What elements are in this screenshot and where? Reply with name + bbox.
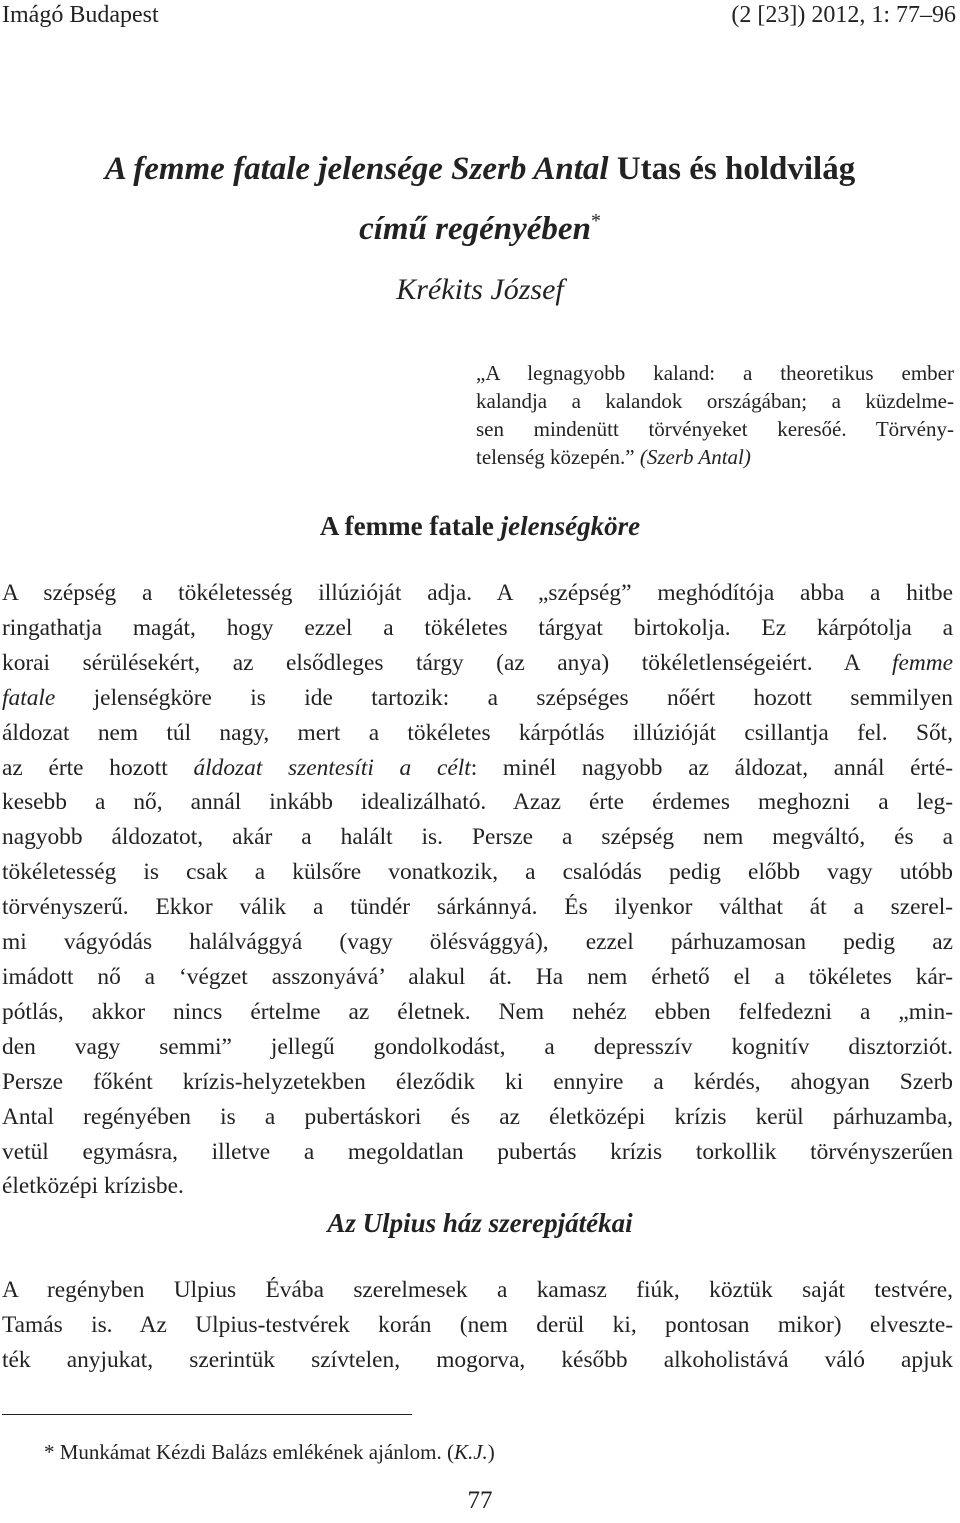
epigraph — [476, 359, 954, 471]
text-line: Antal regényében is a pubertáskori és az életközépi krízis kerül párhuzamba, — [2, 1103, 953, 1130]
text-line: nagyobb áldozatot, akár a halált is. Persze a szépség nem megváltó, és a — [2, 824, 953, 851]
text-line: életközépi krízisbe. — [2, 1173, 184, 1200]
title-part-3: című regényében — [359, 211, 591, 247]
text-line: imádott nő a ‘végzet asszonyává’ alakul át. Ha nem érhető el a tökéletes kár- — [2, 963, 953, 990]
epigraph-line: telenség közepén.” — [476, 445, 640, 469]
title-footnote-marker: * — [590, 210, 601, 232]
epigraph-attribution: (Szerb Antal) — [639, 445, 751, 469]
text-line: az érte hozott áldozat szentesíti a célt: minél nagyobb az áldozat, annál érté- — [2, 754, 953, 781]
text-line: kesebb a nő, annál inkább idealizálható. Azaz érte érdemes meghozni a leg- — [2, 789, 953, 816]
title-part-2: Utas és holdvilág — [608, 151, 856, 187]
issue-info: (2 [23]) 2012, 1: 77–96 — [731, 2, 956, 28]
text-line: tökéletesség is csak a külsőre vonatkozik, a csalódás pedig előbb vagy utóbb — [2, 859, 953, 886]
footnote-separator — [2, 1414, 412, 1415]
text-line: vetül egymásra, illetve a megoldatlan pubertás krízis torkollik törvényszerűen — [2, 1138, 953, 1165]
text-line: áldozat nem túl nagy, mert a tökéletes kárpótlás illúzióját csillantja fel. Sőt, — [2, 719, 953, 746]
epigraph-line: sen mindenütt törvényeket keresőé. Törvény- — [476, 417, 954, 441]
footnote-text: * Munkámat Kézdi Balázs emlékének ajánlom. ( — [44, 1440, 454, 1464]
epigraph-line: „A legnagyobb kaland: a theoretikus ember — [476, 361, 954, 385]
text-line: fatale jelenségköre is ide tartozik: a szépséges nőért hozott semmilyen — [2, 684, 953, 711]
section-heading-1-italic: jelenségköre — [500, 511, 641, 541]
text-line: den vagy semmi” jellegű gondolkodást, a depresszív kognitív disztorziót. — [2, 1033, 953, 1060]
text-line: Tamás is. Az Ulpius-testvérek korán (nem derül ki, pontosan mikor) elveszte- — [2, 1311, 953, 1338]
journal-name: Imágó Budapest — [2, 2, 159, 28]
text-line: A regényben Ulpius Évába szerelmesek a kamasz fiúk, köztük saját testvére, — [2, 1277, 953, 1303]
body-paragraph-1 — [2, 576, 953, 1204]
epigraph-line: kalandja a kalandok országában; a küzdelme- — [476, 389, 954, 413]
section-heading-2-text: Az Ulpius ház szerepjátékai — [327, 1208, 633, 1238]
text-line: ték anyjukat, szerintük szívtelen, mogorva, később alkoholistává váló apjuk — [2, 1346, 953, 1373]
text-line: törvényszerű. Ekkor válik a tündér sárkánnyá. És ilyenkor válthat át a szerel- — [2, 894, 953, 921]
page-number: 77 — [467, 1487, 493, 1514]
footnote — [44, 1438, 495, 1466]
section-heading-2 — [0, 1205, 960, 1241]
title-part-1: A femme fatale jelensége Szerb Antal — [104, 151, 609, 187]
text-line: A szépség a tökéletesség illúzióját adja. A „szépség” meghódítója abba a hitbe — [2, 580, 953, 606]
text-line: mi vágyódás halálvággyá (vagy ölésvággyá), ezzel párhuzamosan pedig az — [2, 929, 953, 956]
footnote-close: ) — [487, 1440, 495, 1464]
footnote-initials: K.J. — [453, 1440, 488, 1464]
section-heading-1-roman: A femme fatale — [319, 511, 501, 541]
body-paragraph-2 — [2, 1273, 953, 1378]
article-title — [0, 143, 960, 255]
text-line: korai sérülésekért, az elsődleges tárgy (az anya) tökéletlenségeiért. A femme — [2, 649, 953, 676]
text-line: Persze főként krízis-helyzetekben éleződik ki ennyire a kérdés, ahogyan Szerb — [2, 1068, 953, 1095]
text-line: ringathatja magát, hogy ezzel a tökéletes tárgyat birtokolja. Ez kárpótolja a — [2, 614, 953, 641]
text-line: pótlás, akkor nincs értelme az életnek. Nem nehéz ebben felfedezni a „min- — [2, 998, 953, 1025]
author-name: Krékits József — [396, 273, 564, 306]
section-heading-1 — [0, 508, 960, 544]
